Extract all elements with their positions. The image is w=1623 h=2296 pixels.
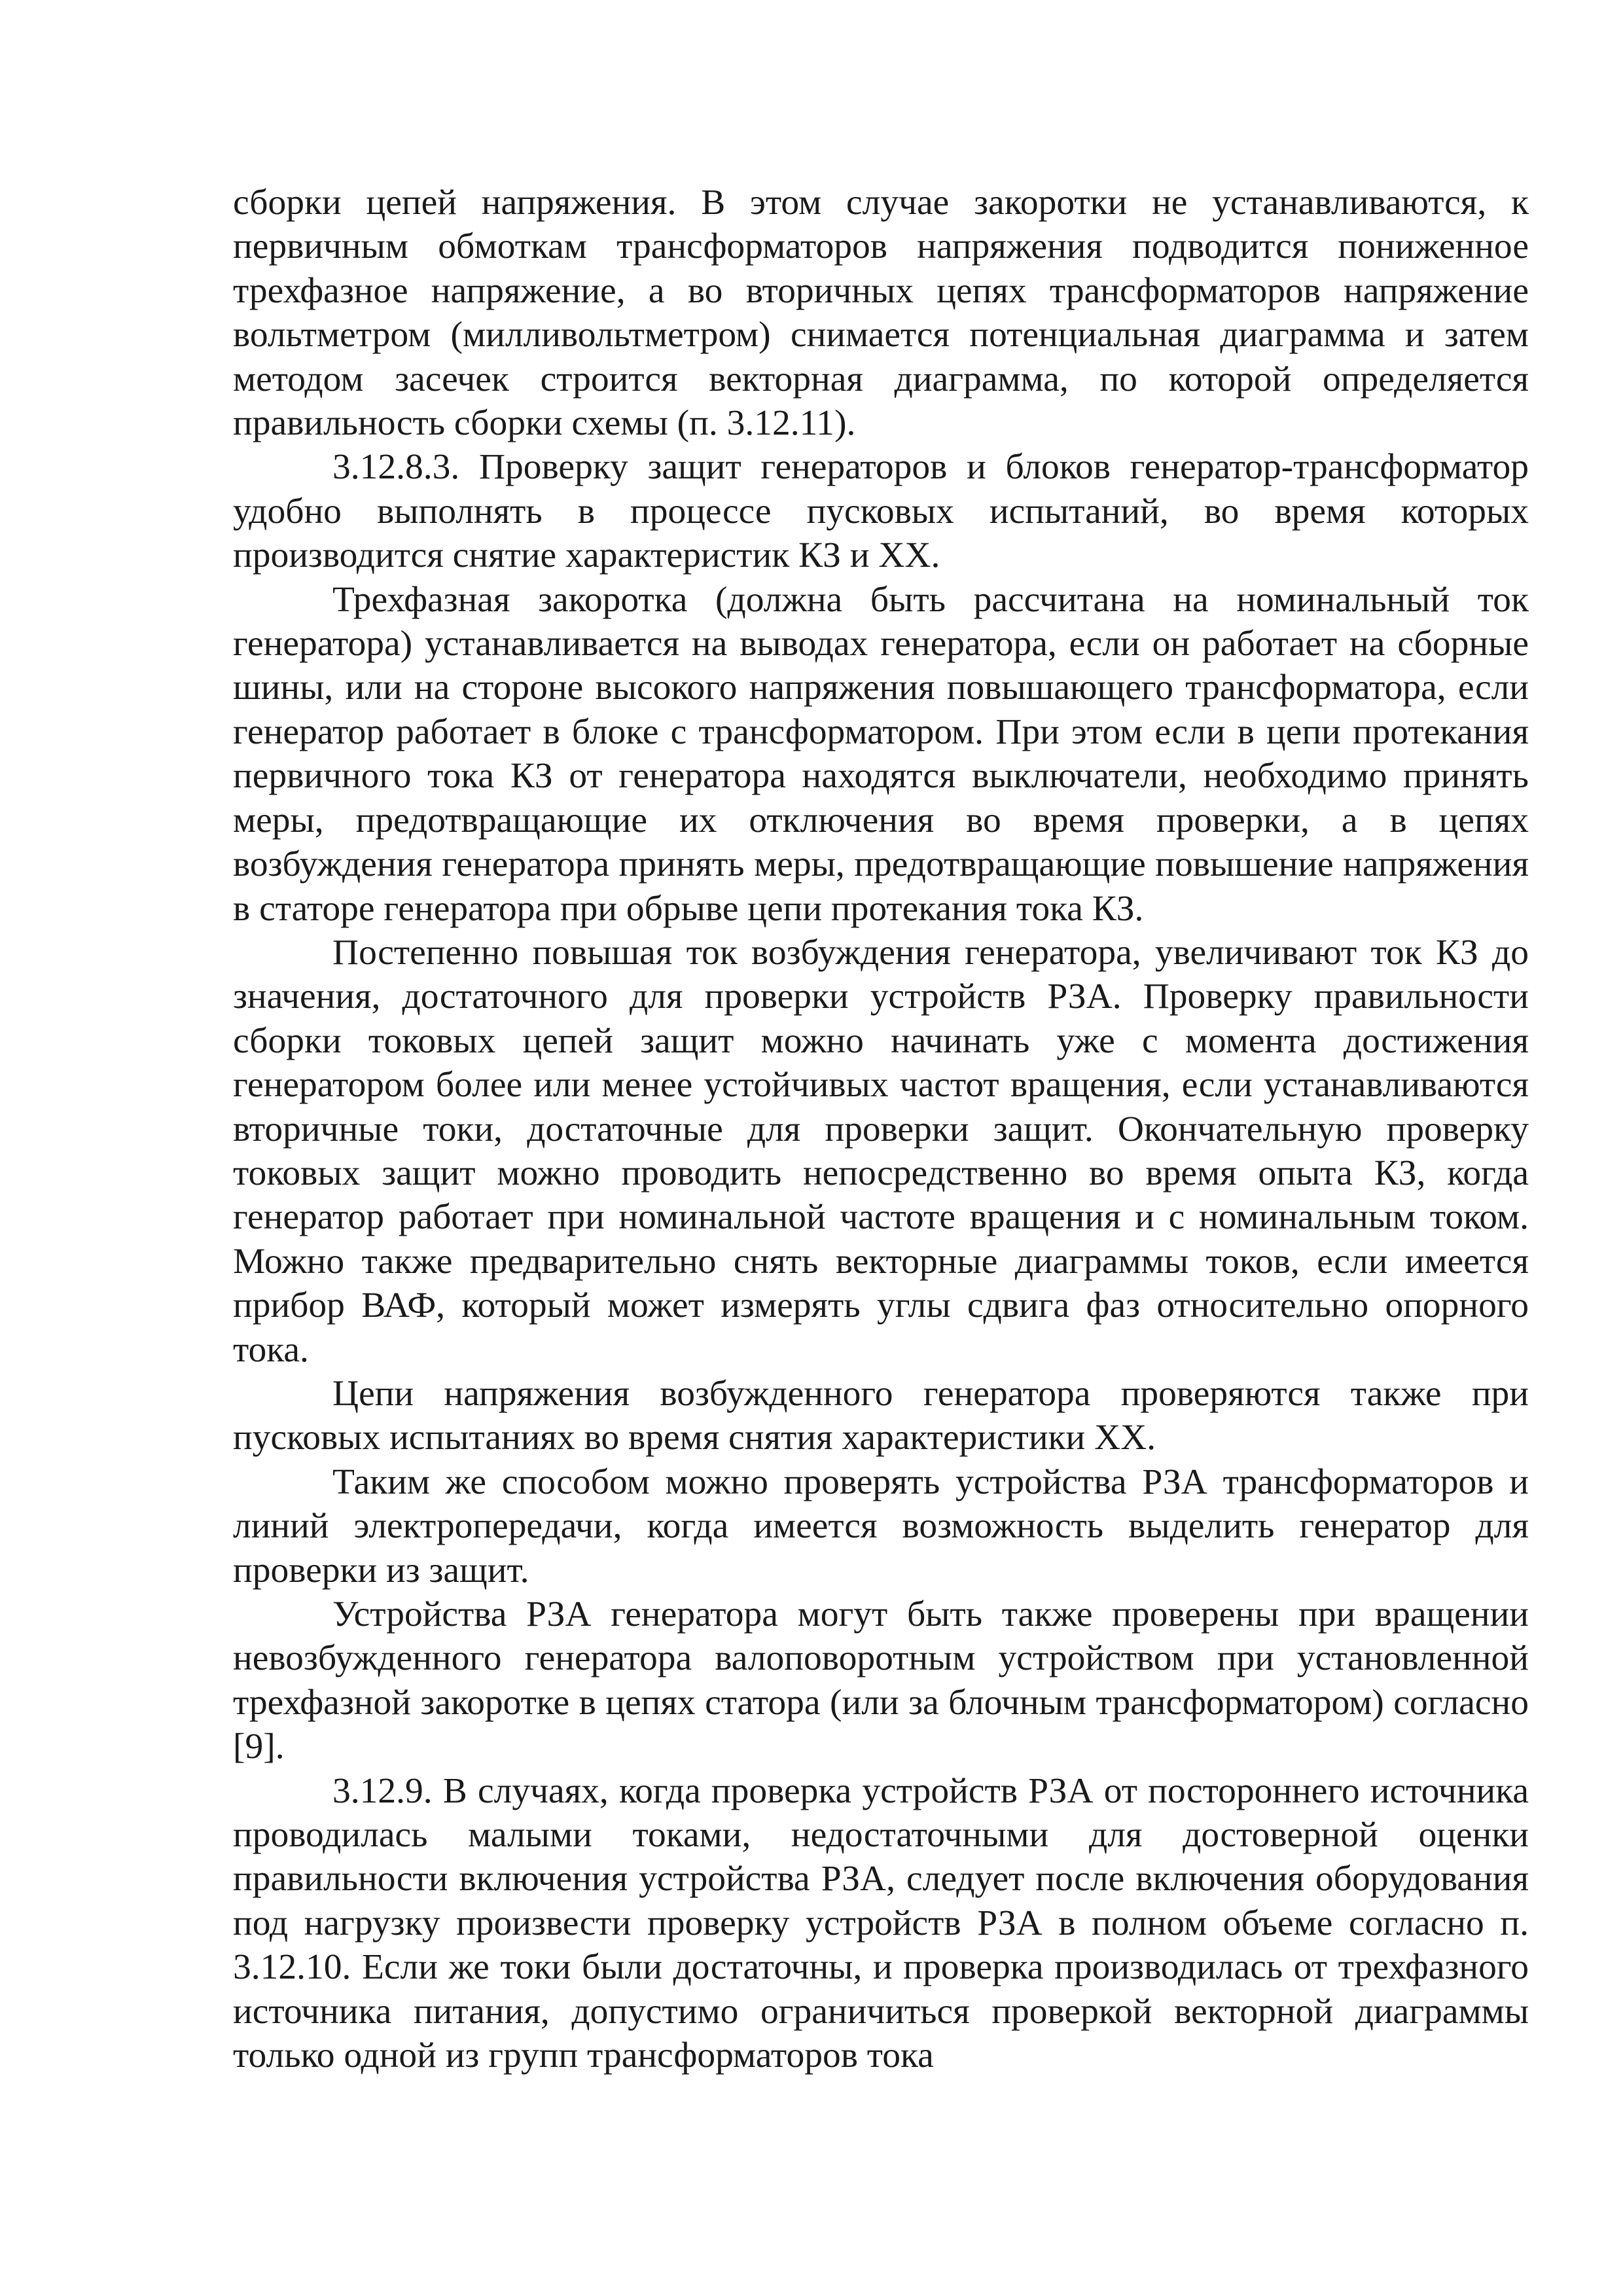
paragraph-turning-gear: Устройства РЗА генератора могут быть также проверены при вращении невозбужденного генератора валоповоротным устройством при установленной трехфазной закоротке в цепях статора (или за блочным трансформатором) согласно [9].: [233, 1594, 1529, 1767]
paragraph-voltage-circuits: Цепи напряжения возбужденного генератора проверяются также при пусковых испытаниях во время снятия характеристики XX.: [233, 1373, 1529, 1458]
paragraph-continuation: сборки цепей напряжения. В этом случае закоротки не устанавливаются, к первичным обмоткам трансформаторов напряжения подводится пониженное трехфазное напряжение, а во вторичных цепях трансформаторов напряжение вольтметром (милливольтметром) снимается потенциальная диаграмма и затем методом засечек строится векторная диаграмма, по которой определяется правильность сборки схемы (п. 3.12.11).: [233, 183, 1529, 444]
document-page: [233, 181, 1529, 2077]
paragraph-3-12-8-3: 3.12.8.3. Проверку защит генераторов и блоков генератор-трансформатор удобно выполнять в процессе пусковых испытаний, во время которых производится снятие характеристик КЗ и XX.: [233, 447, 1529, 576]
paragraph-3-12-9: 3.12.9. В случаях, когда проверка устройств РЗА от постороннего источника проводилась малыми токами, недостаточными для достоверной оценки правильности включения устройства РЗА, следует после включения оборудования под нагрузку произвести проверку устройств РЗА в полном объеме согласно п. 3.12.10. Если же токи были достаточны, и проверка производилась от трехфазного источника питания, допустимо ограничиться проверкой векторной диаграммы только одной из групп трансформаторов тока: [233, 1770, 1529, 2076]
paragraph-three-phase-short: Трехфазная закоротка (должна быть рассчитана на номинальный ток генератора) устанавливается на выводах генератора, если он работает на сборные шины, или на стороне высокого напряжения повышающего трансформатора, если генератор работает в блоке с трансформатором. При этом если в цепи протекания первичного тока КЗ от генератора находятся выключатели, необходимо принять меры, предотвращающие их отключения во время проверки, а в цепях возбуждения генератора принять меры, предотвращающие повышение напряжения в статоре генератора при обрыве цепи протекания тока КЗ.: [233, 579, 1529, 929]
paragraph-excitation-current: Постепенно повышая ток возбуждения генератора, увеличивают ток КЗ до значения, достаточного для проверки устройств РЗА. Проверку правильности сборки токовых цепей защит можно начинать уже с момента достижения генератором более или менее устойчивых частот вращения, если устанавливаются вторичные токи, достаточные для проверки защит. Окончательную проверку токовых защит можно проводить непосредственно во время опыта КЗ, когда генератор работает при номинальной частоте вращения и с номинальным током. Можно также предварительно снять векторные диаграммы токов, если имеется прибор ВАФ, который может измерять углы сдвига фаз относительно опорного тока.: [233, 932, 1529, 1370]
paragraph-same-method: Таким же способом можно проверять устройства РЗА трансформаторов и линий электропередачи, когда имеется возможность выделить генератор для проверки из защит.: [233, 1462, 1529, 1590]
